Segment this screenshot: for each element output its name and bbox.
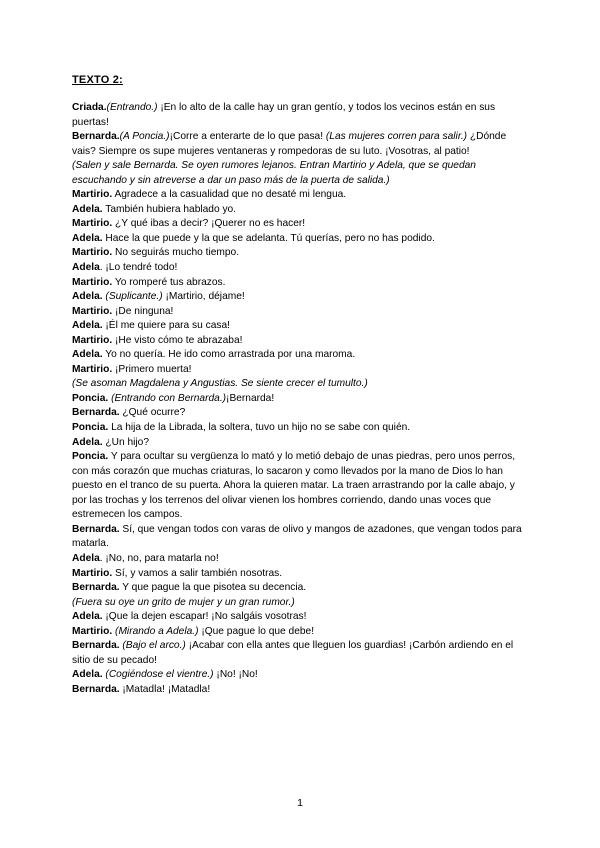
speaker-name: Martirio. (72, 189, 113, 201)
stage-direction: (Salen y sale Bernarda. Se oyen rumores lejanos. Entran Martirio y Adela, que se quedan escuchando y sin atreverse a dar un paso más de la puerta de salida.) (72, 160, 476, 186)
dialogue-text: Sí, y vamos a salir también nosotras. (112, 567, 283, 579)
dialogue-line (72, 683, 528, 698)
dialogue-text: Y que pague la que pisotea su decencia. (119, 582, 307, 594)
dialogue-line (72, 203, 528, 218)
dialogue-text: ¡He visto cómo te abrazaba! (112, 334, 243, 346)
speaker-name: Martirio. (72, 334, 113, 346)
dialogue-text: ¡Acabar con ella antes que lleguen los guardias! ¡Carbón ardiendo en el sitio de su pecado! (72, 640, 514, 666)
speaker-name: Adela. (72, 232, 103, 244)
dialogue-text: Hace la que puede y la que se adelanta. Tú querías, pero no has podido. (102, 232, 435, 244)
dialogue-text: ¡Martirio, déjame! (162, 291, 245, 303)
dialogue-text: ¡De ninguna! (112, 305, 174, 317)
dialogue-text: . ¡No, no, para matarla no! (99, 552, 219, 564)
speaker-name: Martirio. (72, 218, 113, 230)
aside-direction: (Cogiéndose el vientre.) (105, 669, 214, 681)
dialogue-line (72, 130, 528, 159)
dialogue-text: Yo romperé tus abrazos. (112, 276, 226, 288)
aside-direction: (Suplicante.) (105, 291, 163, 303)
document-title: TEXTO 2: (72, 74, 123, 86)
dialogue-line (72, 348, 528, 363)
speaker-name: Bernarda. (72, 582, 120, 594)
speaker-name: Martirio. (72, 276, 113, 288)
dialogue-line (72, 188, 528, 203)
aside-direction: (Entrando.) (106, 102, 158, 113)
dialogue-line (72, 217, 528, 232)
dialogue-line (72, 552, 528, 567)
aside-direction: (Las mujeres corren para salir.) (325, 131, 468, 143)
dialogue-text: ¿Un hijo? (102, 436, 150, 448)
dialogue-line (72, 523, 528, 552)
aside-direction: (Bajo el arco.) (122, 640, 186, 652)
speaker-name: Martirio. (72, 247, 113, 259)
dialogue-line (72, 668, 528, 683)
speaker-name: Martirio. (72, 363, 113, 375)
dialogue-line (72, 363, 528, 378)
stage-direction: (Se asoman Magdalena y Angustias. Se siente crecer el tumulto.) (72, 378, 368, 390)
dialogue-line (72, 406, 528, 421)
stage-direction: (Fuera su oye un grito de mujer y un gran rumor.) (72, 596, 295, 608)
dialogue-text: ¿Dónde vais? Siempre os supe mujeres ventaneras y rompedoras de su luto. ¡Vosotras, al patio! (72, 131, 507, 157)
speaker-name: Adela (72, 262, 100, 274)
speaker-name: Poncia. (72, 451, 109, 463)
dialogue-text: ¡Él me quiere para su casa! (102, 320, 230, 332)
dialogue-line (72, 319, 528, 334)
dialogue-text: ¡Matadla! ¡Matadla! (119, 683, 211, 695)
speaker-name: Bernarda. (72, 523, 120, 535)
dialogue-text: Y para ocultar su vergüenza lo mató y lo metió debajo de unas piedras, pero unos perros, con más corazón que muchas criaturas, lo sacaron y como llevados por la mano de Dios lo han puesto en el tranco de su puerta. Ahora la quieren matar. La traen arrastrando por la calle abajo, y por las trochas y los terrenos del olivar vienen los hombres corriendo, dando unas voces que estremecen los campos. (72, 451, 516, 521)
dialogue-line (72, 276, 528, 291)
speaker-name: Adela (72, 552, 100, 564)
speaker-name: Adela. (72, 320, 103, 332)
dialogue-line (72, 101, 528, 130)
dialogue-line (72, 625, 528, 640)
speaker-name: Adela. (72, 436, 103, 448)
dialogue-line (72, 261, 528, 276)
speaker-name: Bernarda. (72, 683, 120, 695)
dialogue-text: ¡Que pague lo que debe! (198, 625, 315, 637)
dialogue-line (72, 639, 528, 668)
speaker-name: Adela. (72, 669, 103, 681)
dialogue-line (72, 581, 528, 596)
speaker-name: Adela. (72, 203, 103, 215)
page-number: 1 (297, 797, 303, 809)
dialogue-text: ¡En lo alto de la calle hay un gran gentío, y todos los vecinos están en sus puertas! (72, 102, 496, 128)
dialogue-text: ¡Corre a enterarte de lo que pasa! (169, 131, 326, 143)
dialogue-text: ¿Y qué ibas a decir? ¡Querer no es hacer! (112, 218, 306, 230)
dialogue-line (72, 392, 528, 407)
dialogue-text: ¡Que la dejen escapar! ¡No salgáis vosotras! (102, 611, 307, 623)
dialogue-text: La hija de la Librada, la soltera, tuvo un hijo no se sabe con quién. (108, 422, 411, 434)
dialogue-line (72, 421, 528, 436)
speaker-name: Poncia. (72, 392, 109, 404)
speaker-name: Bernarda. (72, 407, 120, 419)
speaker-name: Martirio. (72, 305, 113, 317)
aside-direction: (Mirando a Adela.) (115, 625, 199, 637)
play-text (72, 101, 528, 697)
dialogue-text: No seguirás mucho tiempo. (112, 247, 240, 259)
dialogue-line (72, 246, 528, 261)
dialogue-line (72, 450, 528, 523)
dialogue-text: Agradece a la casualidad que no desaté mi lengua. (112, 189, 347, 201)
speaker-name: Adela. (72, 291, 103, 303)
dialogue-line (72, 610, 528, 625)
speaker-name: Bernarda. (72, 640, 120, 652)
dialogue-text: También hubiera hablado yo. (102, 203, 237, 215)
speaker-name: Poncia. (72, 422, 109, 434)
dialogue-line (72, 232, 528, 247)
dialogue-text: ¡No! ¡No! (213, 669, 258, 681)
dialogue-line (72, 305, 528, 320)
speaker-name: Martirio. (72, 625, 113, 637)
dialogue-line (72, 290, 528, 305)
speaker-name: Adela. (72, 349, 103, 361)
dialogue-text: Yo no quería. He ido como arrastrada por una maroma. (102, 349, 356, 361)
aside-direction: (A Poncia.) (119, 131, 170, 143)
dialogue-text: ¿Qué ocurre? (119, 407, 186, 419)
speaker-name: Bernarda. (72, 131, 120, 143)
dialogue-line (72, 436, 528, 451)
speaker-name: Adela. (72, 611, 103, 623)
aside-direction: (Entrando con Bernarda.) (111, 392, 227, 404)
dialogue-text: Sí, que vengan todos con varas de olivo y mangos de azadones, que vengan todos para matarla. (72, 523, 522, 550)
dialogue-text: ¡Primero muerta! (112, 363, 192, 375)
dialogue-text: . ¡Lo tendré todo! (99, 262, 178, 274)
speaker-name: Martirio. (72, 567, 113, 579)
dialogue-line (72, 334, 528, 349)
dialogue-text: ¡Bernarda! (226, 392, 275, 404)
speaker-name: Criada. (72, 102, 107, 113)
dialogue-line (72, 567, 528, 582)
